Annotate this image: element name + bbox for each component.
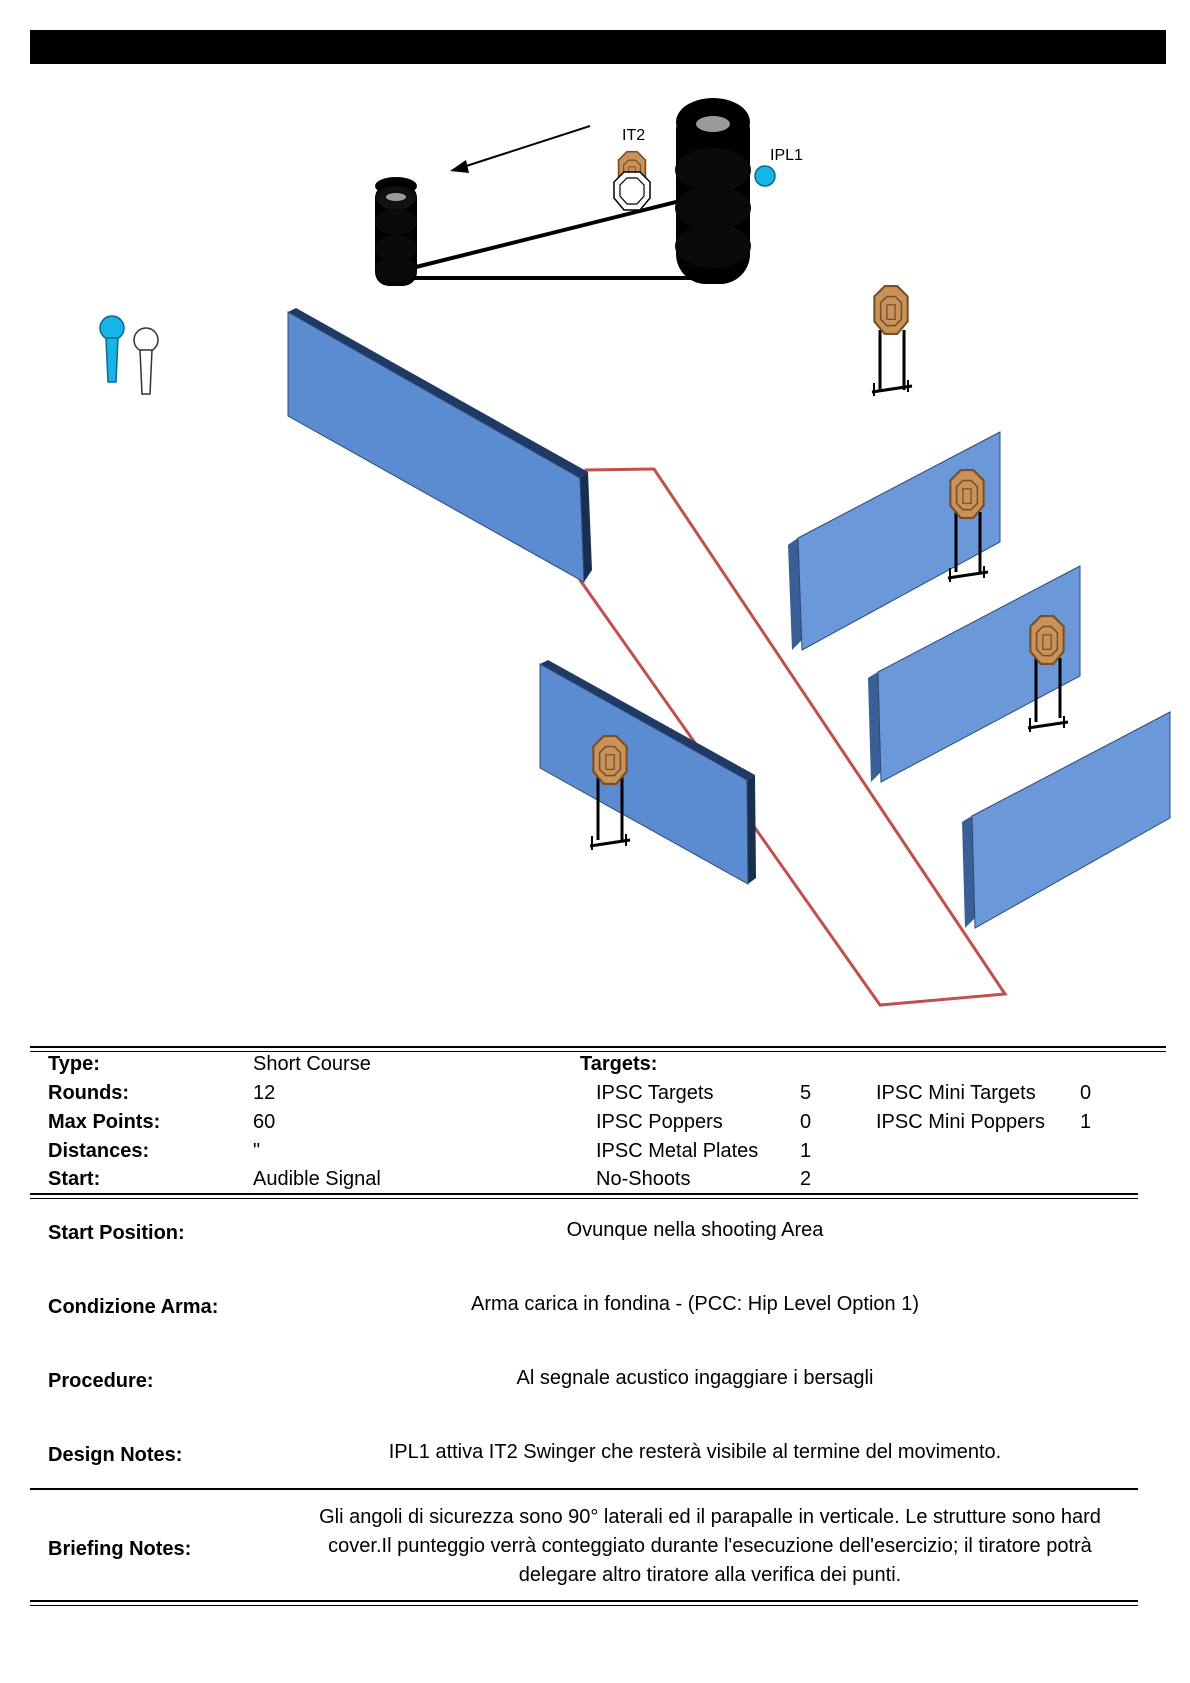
summary-bottom-rule-2 (30, 1198, 1138, 1199)
briefing-notes-label: Briefing Notes: (48, 1538, 192, 1560)
rounds-value: 12 (253, 1082, 276, 1104)
mini-target-count: 1 (1080, 1111, 1092, 1133)
wall-lower-left (540, 660, 756, 884)
briefing-top-rule (30, 1488, 1138, 1490)
mini-target-name: IPSC Mini Targets (876, 1082, 1036, 1104)
movement-arrow (450, 126, 590, 173)
target-name: No-Shoots (596, 1168, 691, 1190)
start-position-label: Start Position: (48, 1222, 185, 1244)
briefing-line: delegare altro tiratore alla verifica dei punti. (518, 1564, 902, 1586)
it2-swinger-target (614, 152, 650, 210)
procedure-value: Al segnale acustico ingaggiare i bersagli (516, 1367, 874, 1389)
maxpoints-value: 60 (253, 1111, 276, 1133)
target-name: IPSC Metal Plates (596, 1140, 759, 1162)
maxpoints-label: Max Points: (48, 1111, 161, 1133)
type-label: Type: (48, 1053, 100, 1075)
design-notes-value: IPL1 attiva IT2 Swinger che resterà visibile al termine del movimento. (388, 1441, 1002, 1463)
ipl1-popper (755, 166, 775, 186)
tire-stack-large (675, 98, 751, 284)
rounds-label: Rounds: (48, 1082, 130, 1104)
condition-label: Condizione Arma: (48, 1296, 219, 1318)
target-count: 5 (800, 1082, 812, 1104)
bottom-rule-2 (30, 1605, 1138, 1606)
bottom-rule (30, 1600, 1138, 1602)
type-value: Short Course (253, 1053, 371, 1075)
briefing-line: cover.Il punteggio verrà conteggiato durante l'esecuzione dell'esercizio; il tiratore potrà (328, 1535, 1092, 1557)
tire-stack-small (375, 177, 417, 286)
summary-bottom-rule (30, 1193, 1138, 1195)
design-notes-label: Design Notes: (48, 1444, 183, 1466)
mini-target-name: IPSC Mini Poppers (876, 1111, 1045, 1133)
briefing-line: Gli angoli di sicurezza sono 90° laterali ed il parapalle in verticale. Le strutture sono hard (319, 1506, 1101, 1528)
start-position-value: Ovunque nella shooting Area (566, 1219, 824, 1241)
mini-target-count: 0 (1080, 1082, 1092, 1104)
target-name: IPSC Poppers (596, 1111, 723, 1133)
wall-upper-left (288, 308, 592, 582)
targets-label: Targets: (580, 1053, 658, 1075)
target-count: 0 (800, 1111, 812, 1133)
summary-top-rule (30, 1046, 1166, 1048)
briefing-notes-value (280, 1503, 1140, 1590)
target-count: 1 (800, 1140, 812, 1162)
target-name: IPSC Targets (596, 1082, 714, 1104)
wall-right-1 (788, 432, 1000, 650)
it2-label: IT2 (622, 127, 646, 144)
ipl1-label: IPL1 (770, 147, 803, 164)
distances-value: " (253, 1140, 261, 1162)
target-count: 2 (800, 1168, 812, 1190)
wall-right-3 (962, 712, 1170, 928)
condition-value: Arma carica in fondina - (PCC: Hip Level Option 1) (471, 1293, 919, 1315)
distances-label: Distances: (48, 1140, 150, 1162)
mini-no-shoot-icon (134, 328, 158, 394)
mini-popper-icon (100, 316, 124, 382)
start-value: Audible Signal (253, 1168, 381, 1190)
procedure-label: Procedure: (48, 1370, 154, 1392)
start-label: Start: (48, 1168, 101, 1190)
wall-right-2 (868, 566, 1080, 782)
ipsc-target-stand-1 (872, 286, 912, 396)
